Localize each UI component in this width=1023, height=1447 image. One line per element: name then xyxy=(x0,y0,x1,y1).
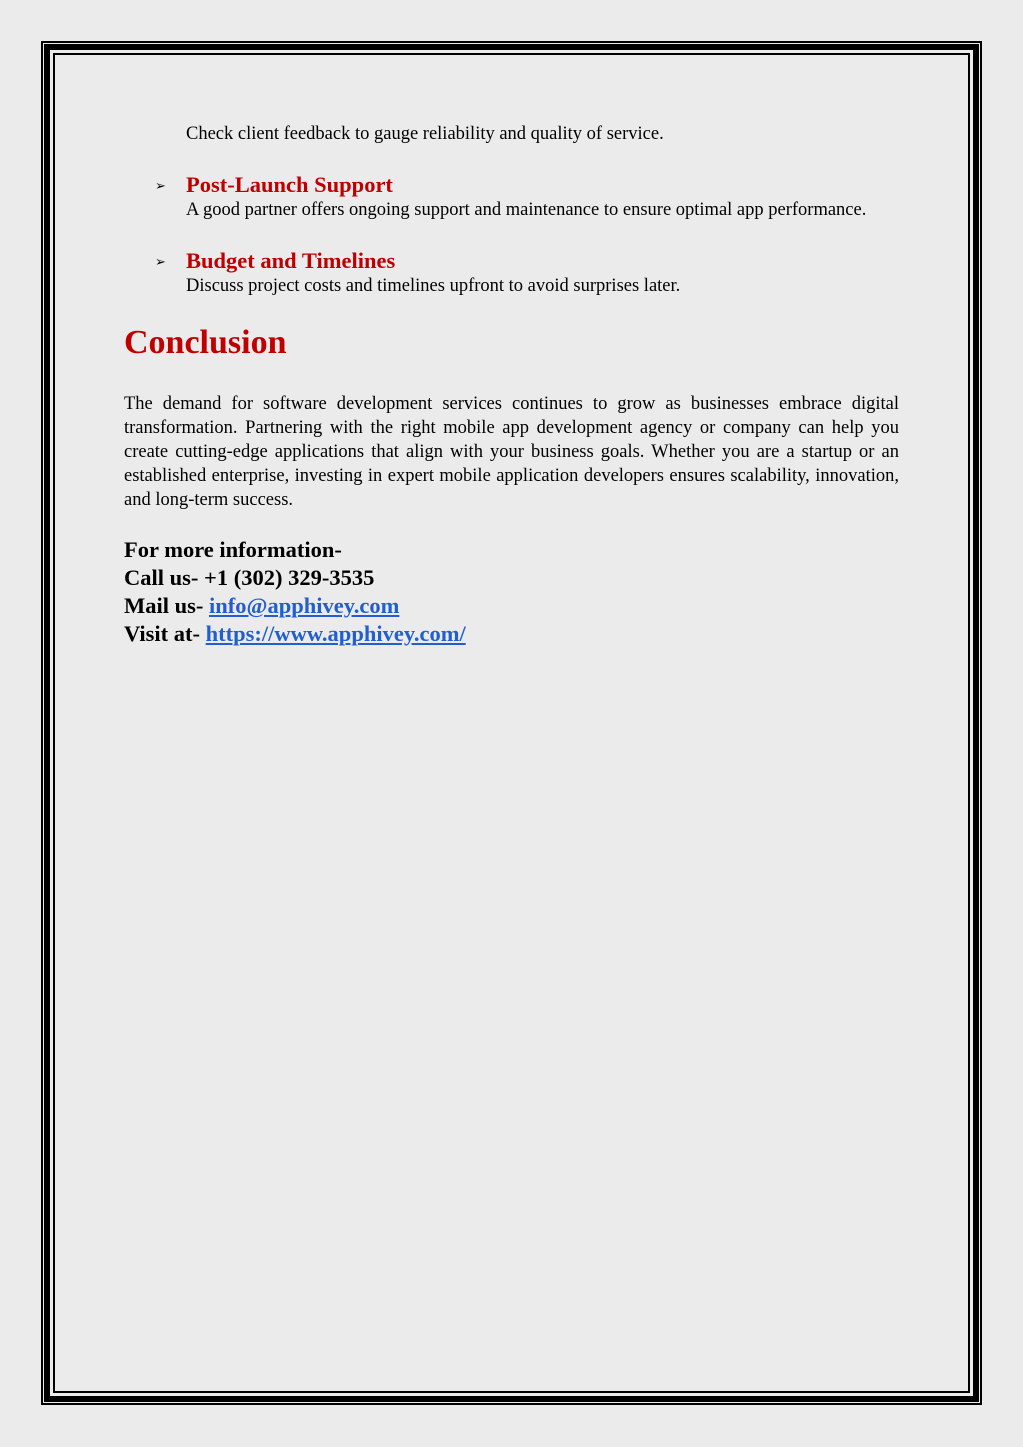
contact-block xyxy=(124,536,899,648)
bullet-post-launch-support xyxy=(124,172,899,222)
bullet-budget-and-timelines xyxy=(124,248,899,298)
mail-label: Mail us- xyxy=(124,593,210,618)
bullet-text: Discuss project costs and timelines upfront to avoid surprises later. xyxy=(186,276,681,296)
contact-visit-row xyxy=(124,620,899,648)
conclusion-heading: Conclusion xyxy=(124,324,287,361)
contact-phone: Call us- +1 (302) 329-3535 xyxy=(124,565,375,590)
contact-mail-row xyxy=(124,592,899,620)
visit-label: Visit at- xyxy=(124,621,206,646)
bullet-title: Post-Launch Support xyxy=(186,172,393,197)
bullet-title: Budget and Timelines xyxy=(186,248,396,273)
conclusion-body: The demand for software development services continues to grow as businesses embrace digital transformation. Partnering with the right mobile app development agency or company can help you create cutting-edge applications that align with your business goals. Whether you are a startup or an established enterprise, investing in expert mobile application developers ensures scalability, innovation, and long-term success. xyxy=(124,394,899,510)
arrow-bullet-icon: ➢ xyxy=(155,178,166,193)
arrow-bullet-icon: ➢ xyxy=(155,254,166,269)
intro-line: Check client feedback to gauge reliability and quality of service. xyxy=(186,124,664,144)
bullet-text: A good partner offers ongoing support and maintenance to ensure optimal app performance. xyxy=(186,200,867,220)
email-link[interactable]: info@apphivey.com xyxy=(209,593,400,618)
website-link[interactable]: https://www.apphivey.com/ xyxy=(205,621,466,646)
contact-heading: For more information- xyxy=(124,537,342,562)
document-content xyxy=(124,122,899,648)
